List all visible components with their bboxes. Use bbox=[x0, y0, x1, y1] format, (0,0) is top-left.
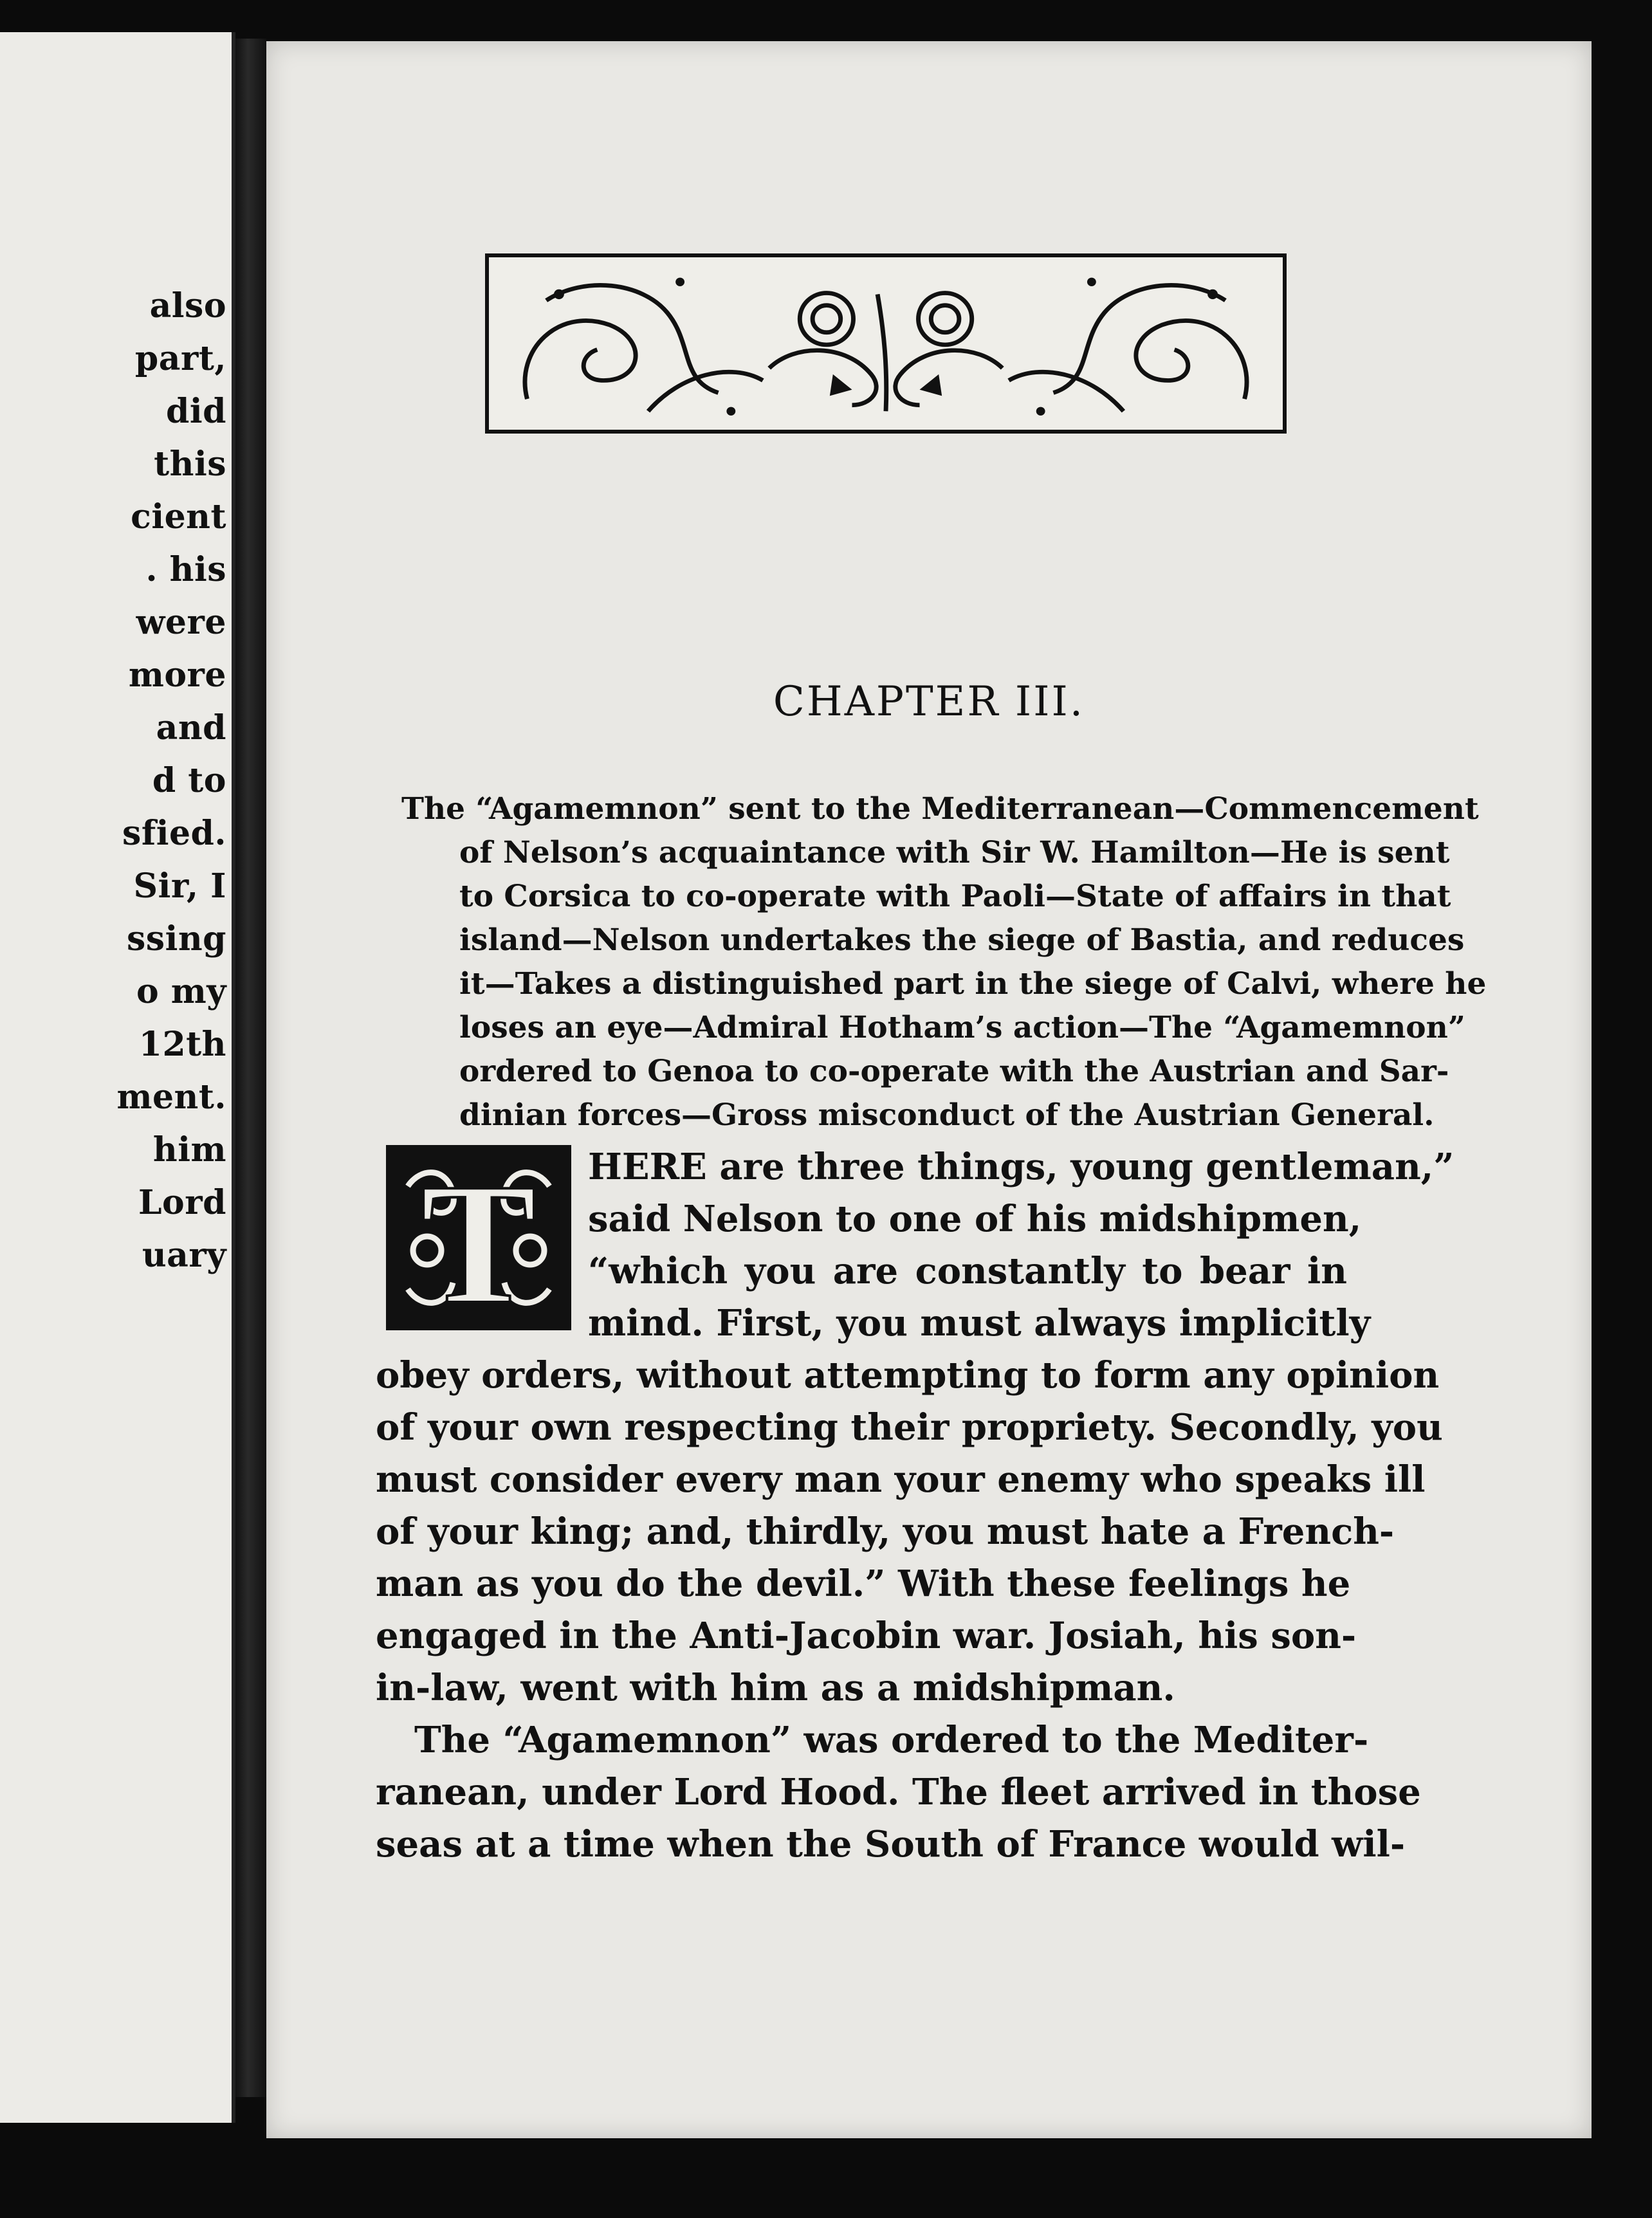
headpiece-ornament bbox=[485, 253, 1287, 434]
left-page-line: more bbox=[128, 655, 226, 695]
body-line: engaged in the Anti-Jacobin war. Josiah, his son- bbox=[376, 1615, 1357, 1657]
synopsis-line: The “Agamemnon” sent to the Mediterranean—Commencement bbox=[401, 791, 1479, 827]
synopsis-line: loses an eye—Admiral Hotham’s action—The “Agamemnon” bbox=[459, 1010, 1465, 1045]
left-page-line: o my bbox=[136, 972, 226, 1011]
body-line: HERE are three things, young gentleman,” bbox=[588, 1146, 1455, 1188]
body-line: mind. First, you must always implicitly bbox=[588, 1302, 1371, 1344]
drop-cap-letter: T bbox=[420, 1148, 537, 1334]
body-line: ranean, under Lord Hood. The fleet arrived in those bbox=[376, 1771, 1421, 1813]
ornament-icon bbox=[489, 257, 1283, 430]
left-page-line: him bbox=[152, 1130, 226, 1169]
synopsis-line: ordered to Genoa to co-operate with the Austrian and Sar- bbox=[459, 1054, 1449, 1089]
body-line: of your own respecting their propriety. Secondly, you bbox=[376, 1406, 1443, 1449]
left-page-line: cient bbox=[131, 497, 226, 536]
body-line: seas at a time when the South of France would wil- bbox=[376, 1823, 1406, 1865]
left-page-line: ment. bbox=[116, 1077, 226, 1117]
left-page-line: Sir, I bbox=[133, 866, 226, 906]
left-page-line: uary bbox=[142, 1236, 226, 1275]
synopsis-line: dinian forces—Gross misconduct of the Austrian General. bbox=[459, 1097, 1435, 1133]
left-page-line: and bbox=[156, 708, 226, 747]
left-page-line: . his bbox=[145, 550, 226, 589]
body-text bbox=[376, 1141, 1455, 1871]
synopsis-line: of Nelson’s acquaintance with Sir W. Hamilton—He is sent bbox=[459, 835, 1450, 870]
body-line: in-law, went with him as a midshipman. bbox=[376, 1667, 1175, 1709]
body-line: The “Agamemnon” was ordered to the Mediter- bbox=[414, 1719, 1369, 1761]
previous-page bbox=[0, 32, 235, 2123]
synopsis-line: to Corsica to co-operate with Paoli—State of affairs in that bbox=[459, 879, 1451, 914]
body-line: must consider every man your enemy who speaks ill bbox=[376, 1458, 1426, 1501]
body-line: said Nelson to one of his midshipmen, bbox=[588, 1198, 1362, 1240]
body-line: obey orders, without attempting to form any opinion bbox=[376, 1354, 1440, 1397]
left-page-line: part, bbox=[134, 339, 226, 378]
book-page bbox=[266, 41, 1592, 2138]
left-page-line: also bbox=[149, 286, 226, 325]
book-gutter bbox=[235, 39, 266, 2097]
left-page-line: were bbox=[136, 603, 226, 642]
left-page-line: sfied. bbox=[122, 814, 226, 853]
left-page-line: ssing bbox=[127, 919, 226, 958]
synopsis-line: it—Takes a distinguished part in the siege of Calvi, where he bbox=[459, 966, 1487, 1002]
left-page-line: d to bbox=[152, 761, 226, 800]
body-line: man as you do the devil.” With these feelings he bbox=[376, 1563, 1351, 1605]
left-page-line: Lord bbox=[138, 1183, 226, 1222]
left-page-line: 12th bbox=[138, 1025, 226, 1064]
body-line: “which you are constantly to bear in bbox=[588, 1250, 1347, 1292]
left-page-line: did bbox=[166, 392, 226, 431]
synopsis-line: island—Nelson undertakes the siege of Bastia, and reduces bbox=[459, 922, 1465, 958]
chapter-title: CHAPTER III. bbox=[773, 678, 1085, 726]
chapter-synopsis bbox=[401, 787, 1624, 1137]
body-line: of your king; and, thirdly, you must hate a French- bbox=[376, 1510, 1395, 1553]
left-page-line: this bbox=[154, 445, 226, 484]
